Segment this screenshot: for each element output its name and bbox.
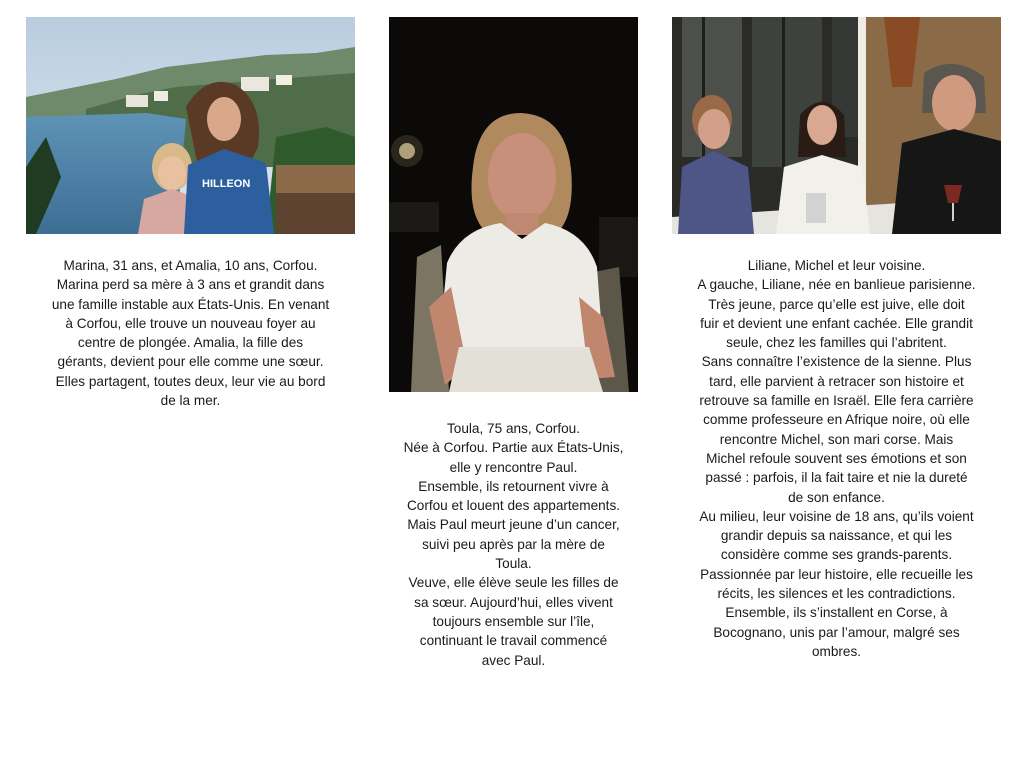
caption-line: à Corfou, elle trouve un nouveau foyer au xyxy=(65,315,316,331)
caption-line: Marina perd sa mère à 3 ans et grandit dans xyxy=(56,277,325,293)
caption-line: Au milieu, leur voisine de 18 ans, qu’ils voient xyxy=(699,508,974,524)
photo-liliane-michel-image xyxy=(672,17,1001,234)
caption-line: Sans connaître l’existence de la sienne. Plus xyxy=(701,354,972,370)
caption-line: elle y rencontre Paul. xyxy=(449,459,578,475)
caption-line: Très jeune, parce qu’elle est juive, elle doit xyxy=(708,296,965,312)
caption-line: une famille instable aux États-Unis. En venant xyxy=(51,296,330,312)
caption-line: passé : parfois, il la fait taire et nie la dureté xyxy=(705,470,968,486)
caption-line: Toula, 75 ans, Corfou. xyxy=(447,421,580,436)
caption-line: sa sœur. Aujourd’hui, elles vivent xyxy=(414,594,613,610)
photo-toula xyxy=(389,17,638,392)
caption-line: Corfou et louent des appartements. xyxy=(406,498,621,514)
photo-liliane-michel xyxy=(672,17,1001,234)
caption-line: suivi peu après par la mère de xyxy=(422,536,605,552)
caption-line: Née à Corfou. Partie aux États-Unis, xyxy=(403,440,624,456)
caption-line: Mais Paul meurt jeune d’un cancer, xyxy=(407,517,620,533)
caption-line: tard, elle parvient à retracer son histoire et xyxy=(709,373,964,389)
caption-liliane-michel xyxy=(672,256,1001,661)
caption-line: Ensemble, ils retournent vivre à xyxy=(418,478,609,494)
caption-line: avec Paul. xyxy=(481,652,546,668)
caption-line: rencontre Michel, son mari corse. Mais xyxy=(719,431,954,447)
caption-line: grandir depuis sa naissance, et qui les xyxy=(720,528,953,544)
caption-line: fuir et devient une enfant cachée. Elle grandit xyxy=(700,315,973,331)
photo-marina-amalia xyxy=(26,17,355,234)
caption-line: comme professeure en Afrique noire, où elle xyxy=(703,412,970,428)
caption-line: Veuve, elle élève seule les filles de xyxy=(408,575,619,591)
caption-line: considère comme ses grands-parents. xyxy=(720,547,953,563)
caption-line: de la mer. xyxy=(160,393,221,409)
photo-marina-amalia-image xyxy=(26,17,355,234)
caption-line: toujours ensemble sur l’île, xyxy=(432,613,595,629)
caption-line: de son enfance. xyxy=(788,489,885,505)
caption-marina-amalia xyxy=(26,256,355,410)
caption-line: continuant le travail commencé xyxy=(419,633,608,649)
caption-line: Marina, 31 ans, et Amalia, 10 ans, Corfou. xyxy=(63,258,318,273)
caption-line: seule, chez les familles qui l’abritent. xyxy=(726,335,947,351)
caption-line: retrouve sa famille en Israël. Elle fera carrière xyxy=(699,393,974,409)
caption-line: Bocognano, unis par l’amour, malgré ses xyxy=(713,624,960,640)
shirt-text: HILLEON xyxy=(202,178,251,190)
caption-toula xyxy=(389,419,638,670)
caption-line: Michel refoule souvent ses émotions et son xyxy=(706,450,967,466)
caption-line: ombres. xyxy=(811,643,862,659)
caption-line: Passionnée par leur histoire, elle recueille les xyxy=(700,566,973,582)
caption-line: Toula. xyxy=(495,556,532,572)
caption-line: Elles partagent, toutes deux, leur vie au bord xyxy=(55,373,326,389)
caption-line: récits, les silences et les contradictions. xyxy=(717,586,956,602)
caption-line: Liliane, Michel et leur voisine. xyxy=(747,258,926,273)
caption-line: A gauche, Liliane, née en banlieue parisienne. xyxy=(697,277,976,293)
caption-line: gérants, devient pour elle comme une sœur. xyxy=(57,354,324,370)
photo-toula-image xyxy=(389,17,638,392)
caption-line: centre de plongée. Amalia, la fille des xyxy=(77,335,304,351)
caption-line: Ensemble, ils s’installent en Corse, à xyxy=(725,605,948,621)
